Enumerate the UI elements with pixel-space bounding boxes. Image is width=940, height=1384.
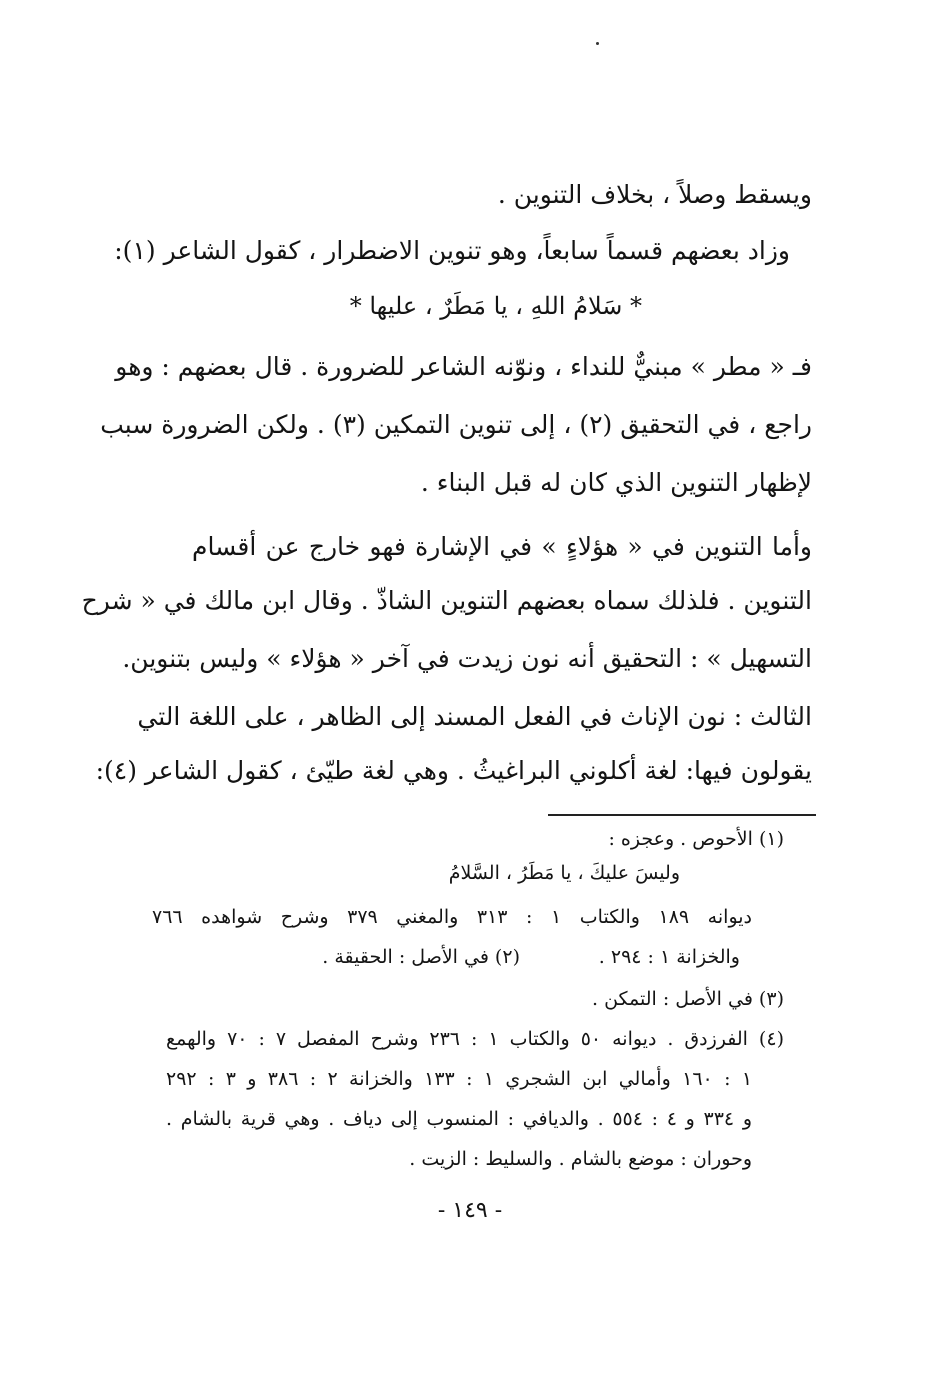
footnote-1-sources-cont: والخزانة ١ : ٢٩٤ . [598, 946, 740, 968]
scan-speck [596, 42, 599, 45]
footnote-4: (٤) الفرزدق . ديوانه ٥٠ والكتاب ١ : ٢٣٦ وشرح المفصل ٧ : ٧٠ والهمع [166, 1028, 784, 1050]
page-number: - ١٤٩ - [437, 1198, 503, 1223]
body-line-9: الثالث : نون الإناث في الفعل المسند إلى الظاهر ، على اللغة التي [137, 702, 812, 731]
footnote-4-cont-3: وحوران : موضع بالشام . والسليط : الزيت . [409, 1148, 752, 1170]
footnote-1-sources: ديوانه ١٨٩ والكتاب ١ : ٣١٣ والمغني ٣٧٩ وشرح شواهده ٧٦٦ [152, 906, 753, 928]
body-line-7: التنوين . فلذلك سماه بعضهم التنوين الشاذّ . وقال ابن مالك في « شرح [81, 586, 812, 615]
body-line-4: راجع ، في التحقيق (٢) ، إلى تنوين التمكين (٣) . ولكن الضرورة سبب [100, 410, 812, 439]
footnote-1: (١) الأحوص . وعجزه : [608, 828, 784, 850]
body-line-10: يقولون فيها: لغة أكلوني البراغيثُ . وهي لغة طيّئ ، كقول الشاعر (٤): [95, 756, 812, 785]
footnote-2: (٢) في الأصل : الحقيقة . [322, 946, 520, 968]
body-line-8: التسهيل » : التحقيق أنه نون زيدت في آخر « هؤلاء » وليس بتنوين. [122, 644, 812, 673]
footnote-3: (٣) في الأصل : التمكن . [592, 988, 784, 1010]
body-line-1: ويسقط وصلاً ، بخلاف التنوين . [497, 180, 812, 209]
footnote-1-verse: وليسَ عليكَ ، يا مَطَرُ ، السَّلامُ [448, 862, 680, 884]
footnote-4-cont-2: و ٣٣٤ و ٤ : ٥٥٤ . والديافي : المنسوب إلى دياف . وهي قرية بالشام . [166, 1108, 753, 1130]
body-line-5: لإظهار التنوين الذي كان له قبل البناء . [420, 468, 812, 497]
body-line-2: وزاد بعضهم قسماً سابعاً، وهو تنوين الاضطرار ، كقول الشاعر (١): [114, 236, 790, 265]
verse-line: * سَلامُ اللهِ ، يا مَطَرٌ ، عليها * [349, 292, 642, 320]
footnote-4-cont-1: ١ : ١٦٠ وأمالي ابن الشجري ١ : ١٣٣ والخزانة ٢ : ٣٨٦ و ٣ : ٢٩٢ [166, 1068, 753, 1090]
body-line-3: فـ « مطر » مبنيٌّ للنداء ، ونوّنه الشاعر للضرورة . قال بعضهم : وهو [115, 352, 812, 381]
body-line-6: وأما التنوين في « هؤلاءٍ » في الإشارة فهو خارج عن أقسام [192, 532, 812, 561]
footnote-separator [548, 814, 816, 816]
